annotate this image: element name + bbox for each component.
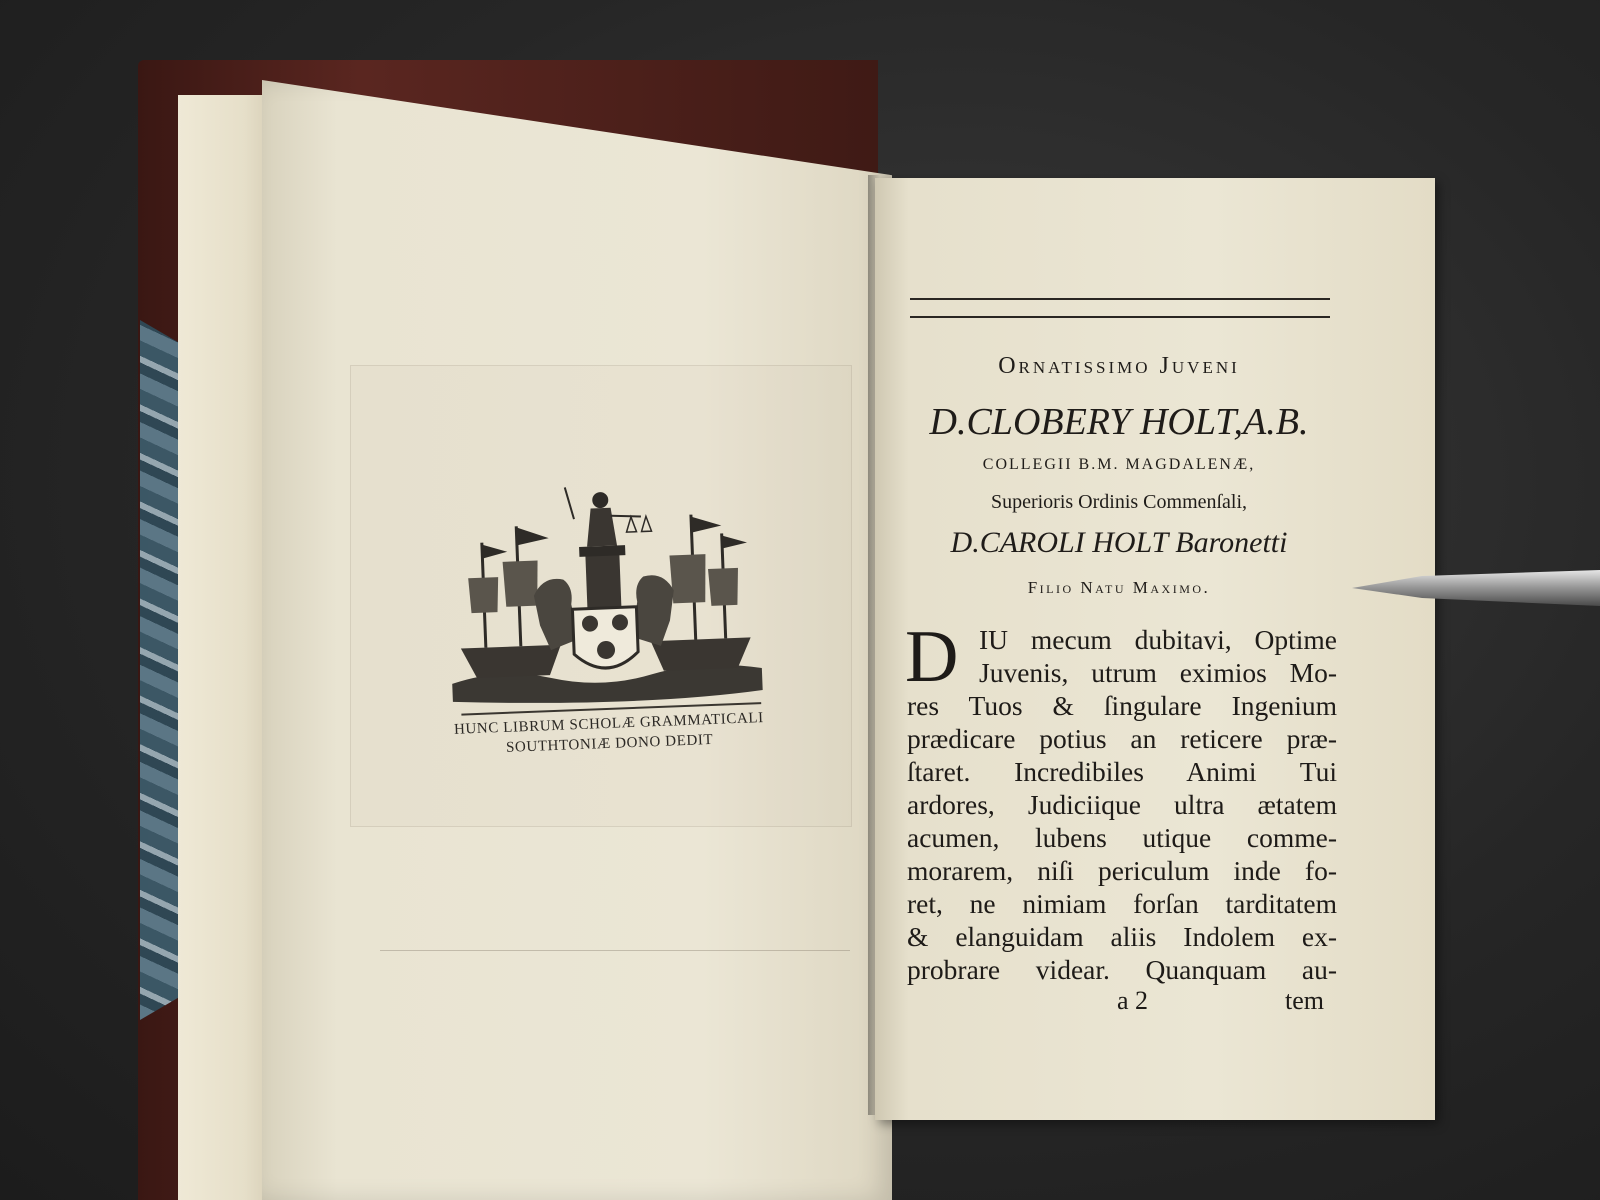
head-rule-thick <box>910 316 1330 318</box>
body-line: IU mecum dubitavi, Optime <box>979 624 1337 655</box>
dedication-line5: D.CAROLI HOLT Baronetti <box>950 526 1288 559</box>
right-page <box>875 178 1435 1120</box>
body-line: ardores, Judiciique ultra ætatem <box>907 789 1337 820</box>
dedication-line4: Superioris Ordinis Commenſali, <box>990 491 1248 513</box>
body-line: ſtaret. Incredibiles Animi Tui <box>907 756 1337 787</box>
signature-mark: a 2 <box>1117 986 1149 1015</box>
body-line: morarem, niſi periculum inde fo- <box>907 855 1337 886</box>
head-rule-thin <box>910 298 1330 300</box>
body-text <box>907 623 1337 986</box>
catchword: tem <box>1285 986 1324 1015</box>
body-line: & elanguidam aliis Indolem ex- <box>907 921 1337 952</box>
body-line: Juvenis, utrum eximios Mo- <box>979 657 1337 688</box>
body-line: probrare videar. Quanquam au- <box>907 954 1337 985</box>
body-line: ret, ne nimiam forſan tarditatem <box>907 888 1337 919</box>
drop-cap: D <box>905 616 959 698</box>
body-line: res Tuos & ſingulare Ingenium <box>907 690 1337 721</box>
bookplate-crest-icon <box>435 472 774 714</box>
page-pointer-icon <box>1352 568 1600 608</box>
bookplate <box>435 472 776 774</box>
dedication-line2: D.CLOBERY HOLT,A.B. <box>929 401 1309 443</box>
body-line: acumen, lubens utique comme- <box>907 822 1337 853</box>
dedication-line3: COLLEGII B.M. MAGDALENÆ, <box>982 456 1256 473</box>
bookplate-caption-line2: SOUTHTONIÆ DONO DEDIT <box>505 731 714 756</box>
dedication-line6: Filio Natu Maximo. <box>1027 578 1211 597</box>
show-through-rule <box>380 950 850 951</box>
dedication-line1: Ornatissimo Juveni <box>998 353 1240 379</box>
body-line: prædicare potius an reticere præ- <box>907 723 1337 754</box>
bookplate-caption-line1: HUNC LIBRUM SCHOLÆ GRAMMATICALI <box>453 709 765 738</box>
